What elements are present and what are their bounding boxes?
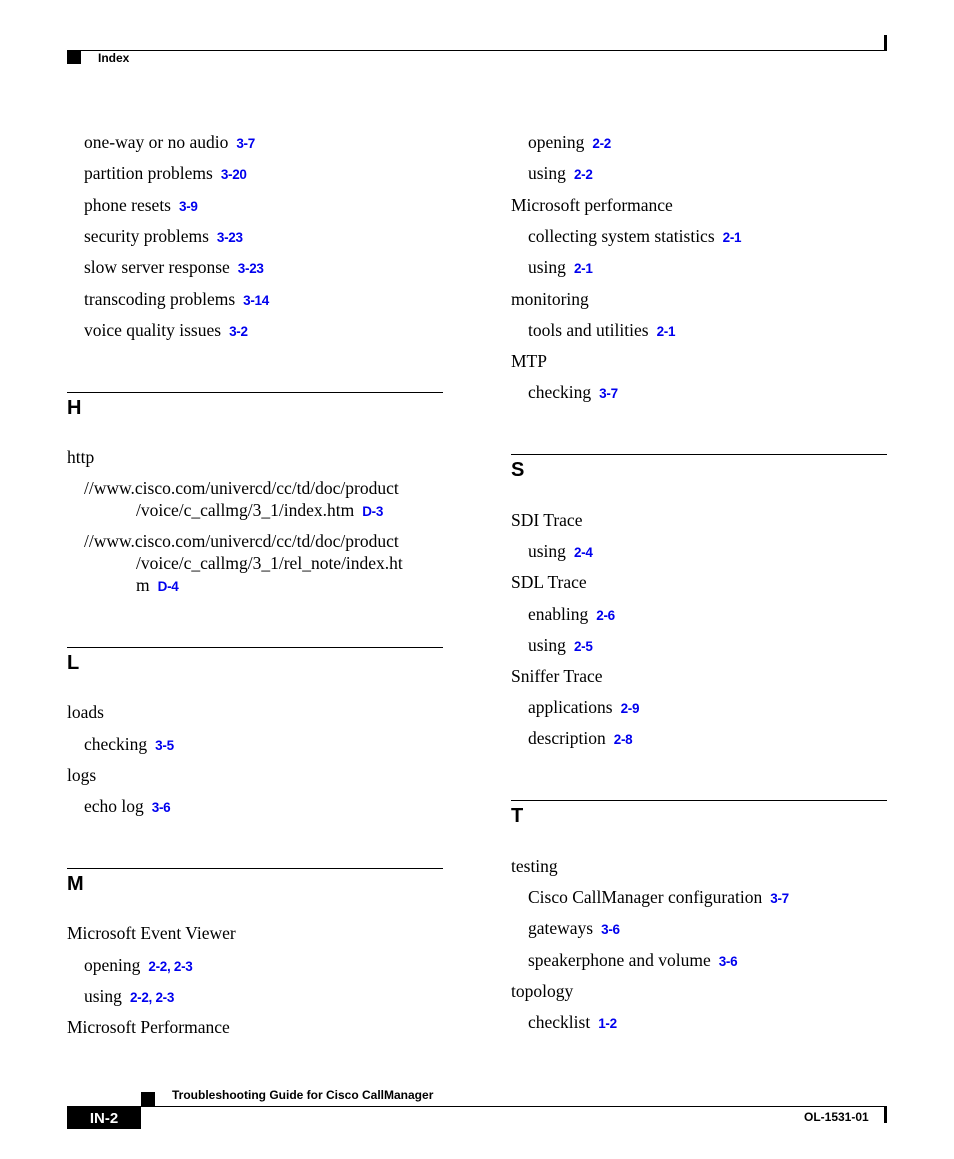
section-letter-t: T	[511, 805, 524, 827]
header-marker	[67, 50, 81, 64]
page-ref-link[interactable]: 3-6	[151, 800, 171, 815]
index-entry	[528, 950, 737, 972]
page-ref-link[interactable]: 2-2, 2-3	[129, 990, 175, 1005]
page-ref-link[interactable]: 3-23	[216, 229, 243, 245]
index-entry	[84, 226, 243, 248]
page-ref-link[interactable]: 2-1	[656, 323, 676, 339]
entry-text: enabling	[528, 603, 589, 624]
index-entry	[528, 1012, 617, 1034]
index-entry-url1-line1: //www.cisco.com/univercd/cc/td/doc/product	[84, 478, 399, 498]
page-ref-link[interactable]: 2-9	[620, 701, 640, 717]
entry-text: using	[84, 986, 122, 1006]
entry-text: applications	[528, 697, 613, 718]
entry-text: topology	[511, 980, 574, 1001]
page-ref-link[interactable]: 2-1	[722, 229, 742, 245]
index-entry-microsoft-performance: Microsoft Performance	[67, 1017, 230, 1037]
entry-text: using	[528, 163, 566, 184]
index-entry	[528, 257, 593, 279]
index-entry	[84, 195, 198, 217]
entry-text: Cisco CallManager configuration	[528, 887, 763, 908]
index-entry	[528, 382, 618, 404]
page-ref-link[interactable]: 3-20	[220, 167, 247, 183]
page-ref-link[interactable]: 3-7	[599, 386, 618, 402]
footer-page-number: IN-2	[67, 1107, 141, 1129]
index-entry	[528, 635, 593, 657]
entry-text: using	[528, 634, 566, 655]
section-letter-m: M	[67, 873, 84, 895]
page-ref-link[interactable]: 3-7	[236, 136, 255, 151]
page-ref-link[interactable]: 1-2	[598, 1016, 617, 1031]
section-letter-s: S	[511, 459, 525, 481]
page-ref-link[interactable]: 3-7	[770, 891, 789, 907]
page-ref-link[interactable]: 3-23	[237, 261, 264, 277]
entry-text: phone resets	[84, 194, 171, 215]
index-entry-using	[84, 986, 174, 1008]
index-entry-logs: logs	[67, 765, 97, 785]
entry-text: description	[528, 728, 606, 749]
index-entry	[511, 289, 589, 309]
index-entry-url2-line3	[136, 575, 178, 597]
entry-text: collecting system statistics	[528, 225, 715, 246]
entry-text: opening	[84, 955, 141, 975]
page-ref-link[interactable]: 2-5	[573, 638, 593, 654]
index-entry	[528, 163, 593, 185]
section-rule-t	[511, 800, 887, 801]
index-entry-microsoft-event-viewer: Microsoft Event Viewer	[67, 923, 236, 943]
entry-text: testing	[511, 856, 558, 876]
entry-text: SDI Trace	[511, 510, 583, 530]
index-entry-url2-line2: /voice/c_callmg/3_1/rel_note/index.ht	[136, 553, 403, 573]
section-letter-l: L	[67, 652, 80, 674]
entry-text: gateways	[528, 918, 594, 939]
header-tick	[884, 35, 887, 51]
page-ref-link[interactable]: 3-2	[229, 323, 248, 339]
page-ref-link[interactable]: 3-5	[155, 738, 174, 753]
entry-text: SDL Trace	[511, 572, 587, 593]
index-entry-opening	[84, 955, 193, 977]
entry-text: opening	[528, 132, 585, 152]
section-rule-m	[67, 868, 443, 869]
section-rule-l	[67, 647, 443, 648]
index-entry	[528, 541, 593, 563]
page-ref-link[interactable]: 2-1	[573, 261, 593, 277]
page-ref-link[interactable]: 2-8	[613, 732, 633, 748]
footer-tick	[884, 1107, 887, 1123]
index-entry	[511, 981, 573, 1001]
index-entry	[528, 918, 620, 940]
page-ref-link[interactable]: 3-6	[601, 922, 620, 938]
page-ref-link[interactable]: 2-2	[573, 167, 593, 183]
header-section-title: Index	[98, 51, 130, 65]
index-entry	[511, 351, 547, 371]
entry-text: MTP	[511, 351, 547, 372]
entry-text: checking	[528, 382, 592, 403]
entry-text: one-way or no audio	[84, 132, 229, 152]
footer-doc-id: OL-1531-01	[804, 1110, 869, 1124]
index-entry	[528, 132, 611, 154]
entry-text: slow server response	[84, 257, 230, 278]
index-entry	[528, 226, 741, 248]
page-ref-link[interactable]: D-3	[362, 504, 384, 519]
index-entry	[528, 320, 675, 342]
url2-text-end: m	[136, 575, 150, 595]
entry-text: speakerphone and volume	[528, 949, 711, 970]
index-entry	[511, 666, 603, 686]
footer-rule	[67, 1106, 887, 1107]
entry-text: using	[528, 257, 566, 278]
index-entry	[511, 856, 558, 876]
index-entry	[511, 195, 673, 215]
index-entry	[528, 604, 615, 626]
entry-text: Sniffer Trace	[511, 666, 603, 686]
entry-text: tools and utilities	[528, 319, 649, 340]
index-entry-checking	[84, 734, 174, 756]
entry-text: using	[528, 541, 566, 562]
entry-text: checklist	[528, 1012, 591, 1032]
index-entry-url1-line2	[136, 500, 383, 522]
entry-text: checking	[84, 734, 148, 754]
section-rule-h	[67, 392, 443, 393]
entry-text: transcoding problems	[84, 288, 236, 309]
index-entry	[84, 289, 269, 311]
entry-text: Microsoft performance	[511, 194, 673, 215]
entry-text: echo log	[84, 796, 144, 816]
entry-text: monitoring	[511, 288, 589, 309]
index-entry	[528, 887, 789, 909]
index-entry-echo-log	[84, 796, 170, 818]
index-entry-url2-line1: //www.cisco.com/univercd/cc/td/doc/product	[84, 531, 399, 551]
index-entry	[511, 572, 587, 592]
index-entry	[528, 728, 632, 750]
footer-book-title: Troubleshooting Guide for Cisco CallManager	[172, 1088, 434, 1102]
index-entry	[84, 132, 255, 154]
header-rule	[67, 50, 887, 51]
index-entry	[84, 163, 247, 185]
page-ref-link[interactable]: 2-2, 2-3	[148, 959, 193, 974]
index-entry	[84, 320, 248, 342]
entry-text: voice quality issues	[84, 319, 222, 340]
index-entry-loads: loads	[67, 702, 104, 722]
index-entry-http: http	[67, 447, 95, 467]
index-entry	[528, 697, 639, 719]
index-entry	[84, 257, 264, 279]
entry-text: partition problems	[84, 163, 213, 184]
entry-text: security problems	[84, 225, 209, 246]
footer-marker	[141, 1092, 155, 1106]
section-letter-h: H	[67, 397, 82, 419]
page-ref-link[interactable]: 2-6	[596, 607, 615, 623]
index-entry	[511, 510, 582, 530]
page-ref-link[interactable]: 2-2	[592, 136, 612, 151]
page-ref-link[interactable]: 3-6	[718, 953, 738, 969]
page-ref-link[interactable]: 2-4	[573, 545, 593, 561]
section-rule-s	[511, 454, 887, 455]
url1-text: /voice/c_callmg/3_1/index.htm	[136, 500, 355, 520]
page-ref-link[interactable]: 3-9	[179, 198, 198, 214]
page-ref-link[interactable]: 3-14	[243, 292, 269, 308]
page-ref-link[interactable]: D-4	[157, 579, 179, 594]
